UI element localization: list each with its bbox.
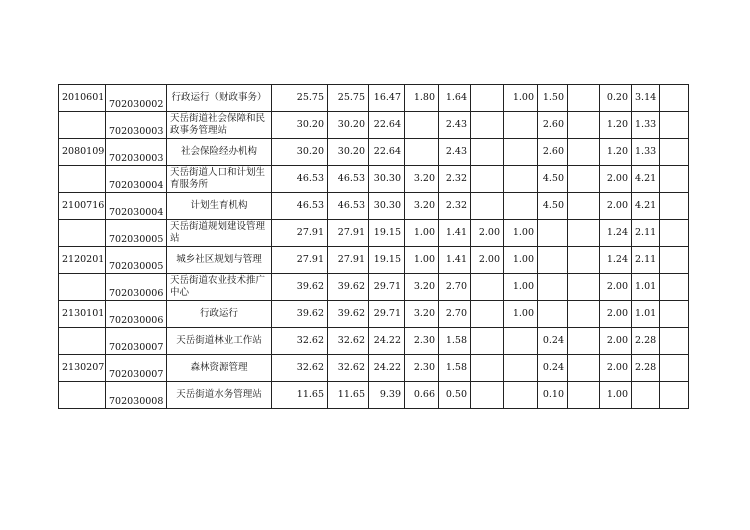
amount-cell: 1.00 <box>405 247 439 274</box>
amount-cell <box>471 193 504 220</box>
amount-cell: 30.20 <box>272 112 328 139</box>
amount-cell <box>660 301 689 328</box>
amount-cell <box>471 301 504 328</box>
amount-cell: 3.20 <box>405 166 439 193</box>
amount-cell: 46.53 <box>328 166 369 193</box>
amount-cell: 16.47 <box>369 85 405 112</box>
amount-cell: 30.20 <box>328 112 369 139</box>
amount-cell <box>660 247 689 274</box>
table-row <box>59 139 689 166</box>
function-code-cell: 2010601 <box>59 85 106 112</box>
amount-cell <box>568 355 600 382</box>
amount-cell: 1.24 <box>600 220 632 247</box>
amount-cell: 1.24 <box>600 247 632 274</box>
amount-cell: 25.75 <box>328 85 369 112</box>
unit-code-cell: 702030006 <box>106 274 167 301</box>
amount-cell <box>632 382 660 409</box>
amount-cell: 30.30 <box>369 166 405 193</box>
unit-code-cell: 702030007 <box>106 328 167 355</box>
table-row <box>59 193 689 220</box>
amount-cell: 2.30 <box>405 355 439 382</box>
amount-cell: 2.00 <box>600 301 632 328</box>
function-code-cell <box>59 166 106 193</box>
amount-cell <box>405 139 439 166</box>
amount-cell: 2.28 <box>632 355 660 382</box>
amount-cell: 0.24 <box>538 328 568 355</box>
amount-cell: 2.00 <box>600 274 632 301</box>
amount-cell: 4.21 <box>632 166 660 193</box>
amount-cell: 46.53 <box>328 193 369 220</box>
amount-cell <box>471 112 504 139</box>
amount-cell: 2.70 <box>439 274 471 301</box>
amount-cell: 1.58 <box>439 328 471 355</box>
amount-cell: 22.64 <box>369 139 405 166</box>
amount-cell: 1.20 <box>600 139 632 166</box>
item-name-cell: 森林资源管理 <box>167 355 272 382</box>
amount-cell: 1.33 <box>632 112 660 139</box>
item-name-cell: 天岳街道人口和计划生育服务所 <box>167 166 272 193</box>
amount-cell: 19.15 <box>369 220 405 247</box>
amount-cell: 19.15 <box>369 247 405 274</box>
amount-cell: 30.30 <box>369 193 405 220</box>
amount-cell: 1.50 <box>538 85 568 112</box>
amount-cell: 30.20 <box>272 139 328 166</box>
amount-cell <box>568 193 600 220</box>
amount-cell: 9.39 <box>369 382 405 409</box>
amount-cell: 1.01 <box>632 301 660 328</box>
unit-code-cell: 702030005 <box>106 220 167 247</box>
item-name-cell: 行政运行 <box>167 301 272 328</box>
amount-cell <box>568 247 600 274</box>
amount-cell: 2.00 <box>471 220 504 247</box>
amount-cell: 39.62 <box>328 301 369 328</box>
amount-cell: 1.00 <box>504 274 538 301</box>
amount-cell <box>660 193 689 220</box>
amount-cell <box>660 355 689 382</box>
amount-cell <box>471 274 504 301</box>
amount-cell <box>568 274 600 301</box>
item-name-cell: 计划生育机构 <box>167 193 272 220</box>
amount-cell: 1.00 <box>504 247 538 274</box>
amount-cell: 2.30 <box>405 328 439 355</box>
function-code-cell: 2080109 <box>59 139 106 166</box>
amount-cell: 1.01 <box>632 274 660 301</box>
amount-cell <box>504 166 538 193</box>
unit-code-cell: 702030004 <box>106 193 167 220</box>
table-body <box>59 85 689 409</box>
item-name-cell: 城乡社区规划与管理 <box>167 247 272 274</box>
amount-cell <box>471 85 504 112</box>
table-row <box>59 166 689 193</box>
amount-cell: 29.71 <box>369 274 405 301</box>
amount-cell <box>568 166 600 193</box>
amount-cell <box>660 220 689 247</box>
amount-cell <box>504 139 538 166</box>
function-code-cell <box>59 328 106 355</box>
item-name-cell: 天岳街道水务管理站 <box>167 382 272 409</box>
table-row <box>59 112 689 139</box>
amount-cell <box>504 193 538 220</box>
amount-cell: 39.62 <box>328 274 369 301</box>
amount-cell <box>568 328 600 355</box>
item-name-cell: 天岳街道规划建设管理站 <box>167 220 272 247</box>
amount-cell: 24.22 <box>369 355 405 382</box>
amount-cell: 46.53 <box>272 193 328 220</box>
amount-cell <box>538 301 568 328</box>
amount-cell: 2.00 <box>600 328 632 355</box>
amount-cell: 2.32 <box>439 166 471 193</box>
amount-cell: 1.20 <box>600 112 632 139</box>
amount-cell: 2.00 <box>471 247 504 274</box>
item-name-cell: 社会保险经办机构 <box>167 139 272 166</box>
amount-cell: 4.50 <box>538 166 568 193</box>
amount-cell: 3.20 <box>405 274 439 301</box>
unit-code-cell: 702030008 <box>106 382 167 409</box>
amount-cell: 39.62 <box>272 274 328 301</box>
amount-cell <box>538 220 568 247</box>
amount-cell: 0.66 <box>405 382 439 409</box>
amount-cell <box>471 166 504 193</box>
amount-cell: 4.21 <box>632 193 660 220</box>
amount-cell: 27.91 <box>272 247 328 274</box>
amount-cell: 2.00 <box>600 166 632 193</box>
function-code-cell: 2130207 <box>59 355 106 382</box>
amount-cell <box>504 355 538 382</box>
amount-cell: 3.20 <box>405 193 439 220</box>
unit-code-cell: 702030003 <box>106 139 167 166</box>
amount-cell: 32.62 <box>272 328 328 355</box>
function-code-cell: 2120201 <box>59 247 106 274</box>
amount-cell: 0.50 <box>439 382 471 409</box>
amount-cell <box>471 328 504 355</box>
amount-cell <box>568 85 600 112</box>
amount-cell: 0.20 <box>600 85 632 112</box>
amount-cell: 30.20 <box>328 139 369 166</box>
amount-cell: 1.00 <box>405 220 439 247</box>
table-row <box>59 85 689 112</box>
amount-cell: 46.53 <box>272 166 328 193</box>
amount-cell <box>538 247 568 274</box>
unit-code-cell: 702030003 <box>106 112 167 139</box>
amount-cell: 3.20 <box>405 301 439 328</box>
amount-cell: 1.00 <box>600 382 632 409</box>
amount-cell <box>471 355 504 382</box>
amount-cell: 2.32 <box>439 193 471 220</box>
amount-cell: 0.10 <box>538 382 568 409</box>
amount-cell: 0.24 <box>538 355 568 382</box>
table-row <box>59 355 689 382</box>
amount-cell: 1.00 <box>504 301 538 328</box>
function-code-cell: 2100716 <box>59 193 106 220</box>
amount-cell: 1.58 <box>439 355 471 382</box>
amount-cell <box>660 139 689 166</box>
amount-cell <box>504 328 538 355</box>
amount-cell: 1.00 <box>504 85 538 112</box>
amount-cell <box>660 166 689 193</box>
table-row <box>59 382 689 409</box>
amount-cell <box>405 112 439 139</box>
amount-cell: 2.43 <box>439 139 471 166</box>
table-row <box>59 328 689 355</box>
amount-cell <box>538 274 568 301</box>
item-name-cell: 天岳街道社会保障和民政事务管理站 <box>167 112 272 139</box>
amount-cell <box>660 85 689 112</box>
item-name-cell: 天岳街道农业技术推广中心 <box>167 274 272 301</box>
function-code-cell <box>59 274 106 301</box>
amount-cell: 11.65 <box>272 382 328 409</box>
amount-cell: 1.80 <box>405 85 439 112</box>
unit-code-cell: 702030007 <box>106 355 167 382</box>
table-row <box>59 301 689 328</box>
amount-cell: 2.70 <box>439 301 471 328</box>
amount-cell: 1.00 <box>504 220 538 247</box>
item-name-cell: 行政运行（财政事务） <box>167 85 272 112</box>
amount-cell: 27.91 <box>328 220 369 247</box>
amount-cell <box>471 382 504 409</box>
amount-cell: 1.41 <box>439 247 471 274</box>
table-row <box>59 220 689 247</box>
amount-cell <box>504 112 538 139</box>
unit-code-cell: 702030002 <box>106 85 167 112</box>
amount-cell: 2.11 <box>632 220 660 247</box>
amount-cell <box>660 382 689 409</box>
amount-cell <box>660 274 689 301</box>
amount-cell: 2.28 <box>632 328 660 355</box>
amount-cell: 2.60 <box>538 139 568 166</box>
amount-cell <box>568 301 600 328</box>
amount-cell: 39.62 <box>272 301 328 328</box>
table-row <box>59 247 689 274</box>
amount-cell: 32.62 <box>272 355 328 382</box>
amount-cell <box>568 139 600 166</box>
amount-cell: 32.62 <box>328 355 369 382</box>
amount-cell: 27.91 <box>328 247 369 274</box>
amount-cell <box>504 382 538 409</box>
table-row <box>59 274 689 301</box>
amount-cell: 4.50 <box>538 193 568 220</box>
amount-cell: 2.11 <box>632 247 660 274</box>
amount-cell: 1.64 <box>439 85 471 112</box>
function-code-cell: 2130101 <box>59 301 106 328</box>
budget-table <box>58 84 689 409</box>
unit-code-cell: 702030005 <box>106 247 167 274</box>
amount-cell: 22.64 <box>369 112 405 139</box>
amount-cell: 1.41 <box>439 220 471 247</box>
amount-cell <box>660 112 689 139</box>
amount-cell: 24.22 <box>369 328 405 355</box>
amount-cell: 2.00 <box>600 193 632 220</box>
amount-cell: 29.71 <box>369 301 405 328</box>
amount-cell: 1.33 <box>632 139 660 166</box>
amount-cell <box>568 112 600 139</box>
amount-cell <box>660 328 689 355</box>
function-code-cell <box>59 382 106 409</box>
item-name-cell: 天岳街道林业工作站 <box>167 328 272 355</box>
amount-cell: 11.65 <box>328 382 369 409</box>
amount-cell <box>471 139 504 166</box>
function-code-cell <box>59 112 106 139</box>
amount-cell <box>568 382 600 409</box>
amount-cell: 27.91 <box>272 220 328 247</box>
amount-cell: 32.62 <box>328 328 369 355</box>
amount-cell: 2.00 <box>600 355 632 382</box>
amount-cell: 2.60 <box>538 112 568 139</box>
function-code-cell <box>59 220 106 247</box>
amount-cell: 2.43 <box>439 112 471 139</box>
amount-cell: 3.14 <box>632 85 660 112</box>
unit-code-cell: 702030006 <box>106 301 167 328</box>
amount-cell <box>568 220 600 247</box>
amount-cell: 25.75 <box>272 85 328 112</box>
unit-code-cell: 702030004 <box>106 166 167 193</box>
